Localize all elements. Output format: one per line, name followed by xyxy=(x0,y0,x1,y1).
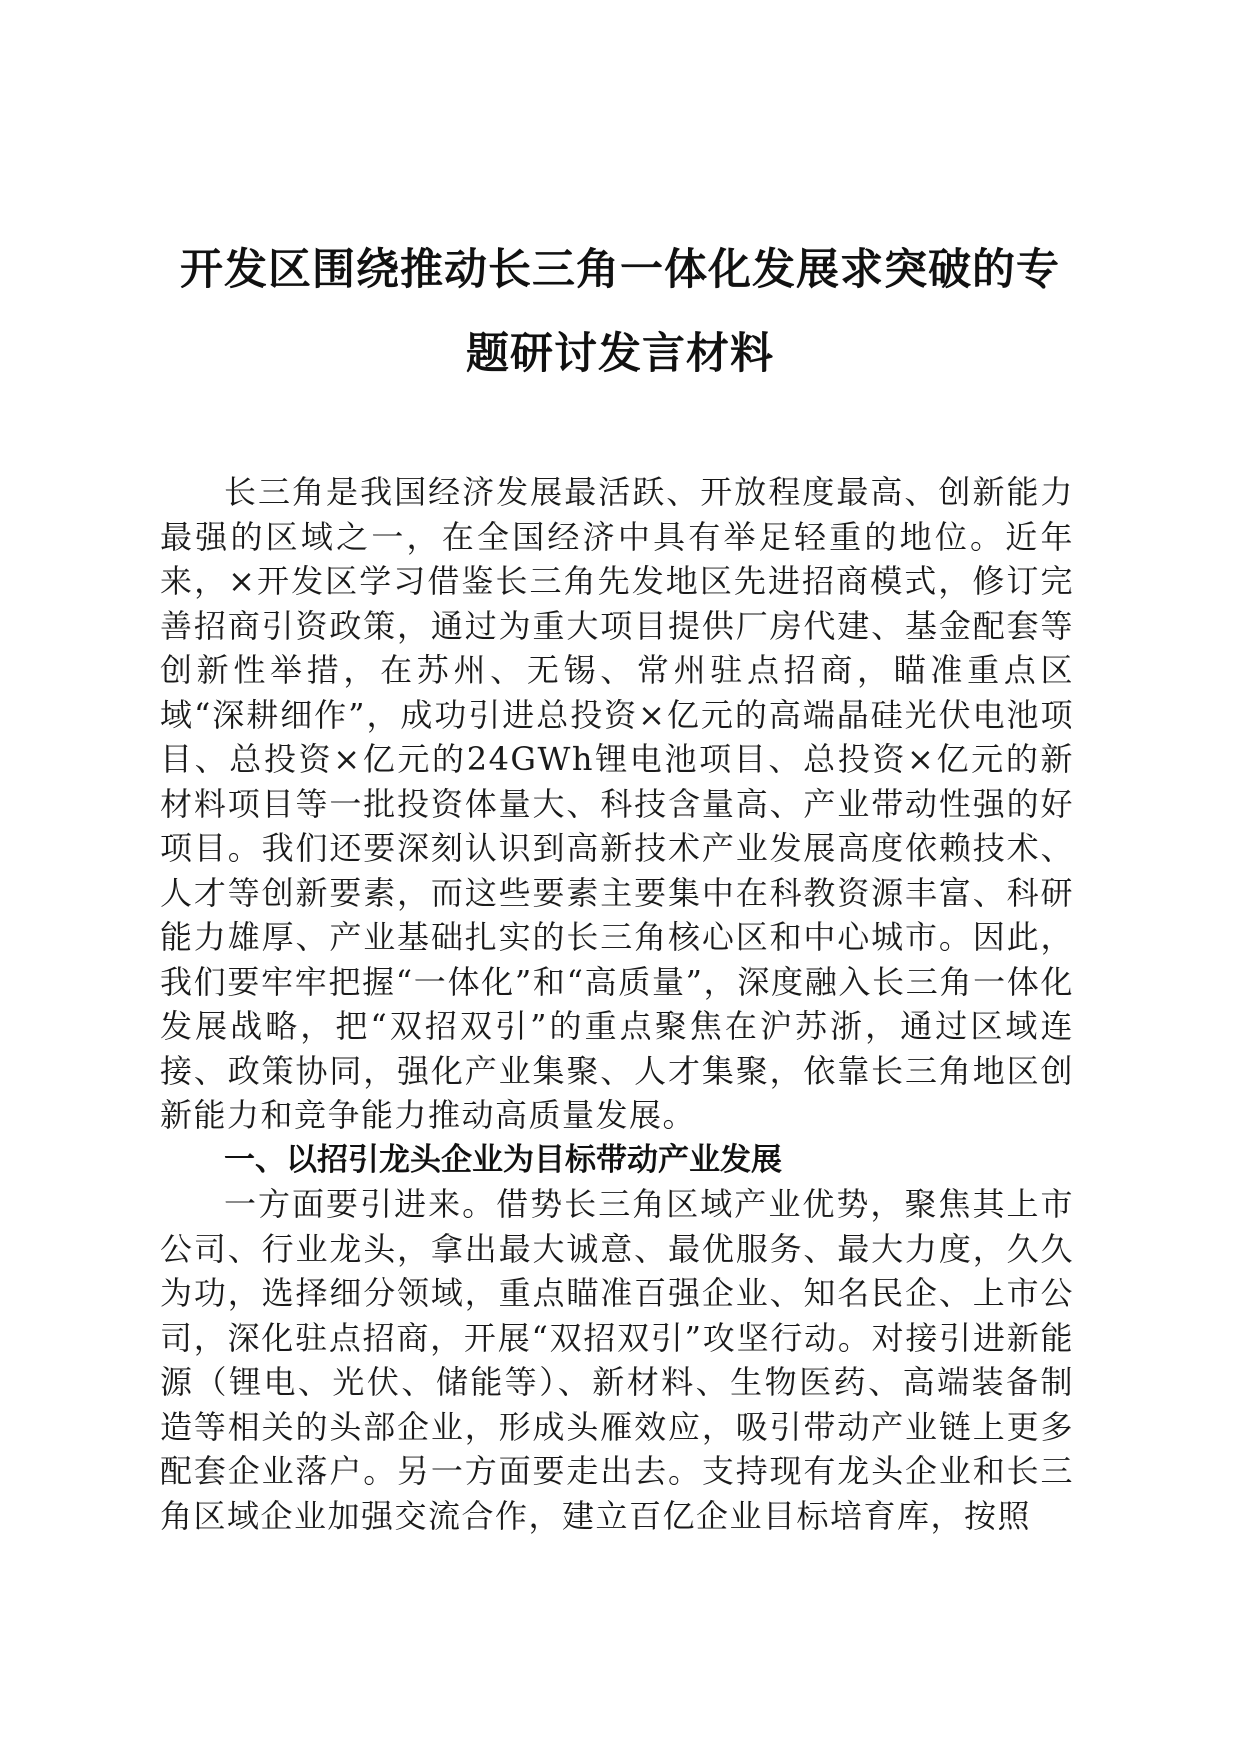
intro-paragraph: 长三角是我国经济发展最活跃、开放程度最高、创新能力最强的区域之一，在全国经济中具有举足轻重的地位。近年来，×开发区学习借鉴长三角先发地区先进招商模式，修订完善招商引资政策，通过为重大项目提供厂房代建、基金配套等创新性举措，在苏州、无锡、常州驻点招商，瞄准重点区域“深耕细作”，成功引进总投资×亿元的高端晶硅光伏电池项目、总投资×亿元的24GWh锂电池项目、总投资×亿元的新材料项目等一批投资体量大、科技含量高、产业带动性强的好项目。我们还要深刻认识到高新技术产业发展高度依赖技术、人才等创新要素，而这些要素主要集中在科教资源丰富、科研能力雄厚、产业基础扎实的长三角核心区和中心城市。因此，我们要牢牢把握“一体化”和“高质量”，深度融入长三角一体化发展战略，把“双招双引”的重点聚焦在沪苏浙，通过区域连接、政策协同，强化产业集聚、人才集聚，依靠长三角地区创新能力和竞争能力推动高质量发展。 xyxy=(160,473,1074,1134)
title-line-1: 开发区围绕推动长三角一体化发展求突破的专 xyxy=(180,245,1060,295)
document-title xyxy=(140,228,1100,396)
section-heading: 一、以招引龙头企业为目标带动产业发展 xyxy=(224,1141,782,1178)
document-body xyxy=(160,470,1074,1538)
section-paragraph: 一方面要引进来。借势长三角区域产业优势，聚焦其上市公司、行业龙头，拿出最大诚意、最优服务、最大力度，久久为功，选择细分领域，重点瞄准百强企业、知名民企、上市公司，深化驻点招商，开展“双招双引”攻坚行动。对接引进新能源（锂电、光伏、储能等）、新材料、生物医药、高端装备制造等相关的头部企业，形成头雁效应，吸引带动产业链上更多配套企业落户。另一方面要走出去。支持现有龙头企业和长三角区域企业加强交流合作，建立百亿企业目标培育库，按照 xyxy=(160,1185,1074,1535)
title-line-2: 题研讨发言材料 xyxy=(466,329,774,379)
